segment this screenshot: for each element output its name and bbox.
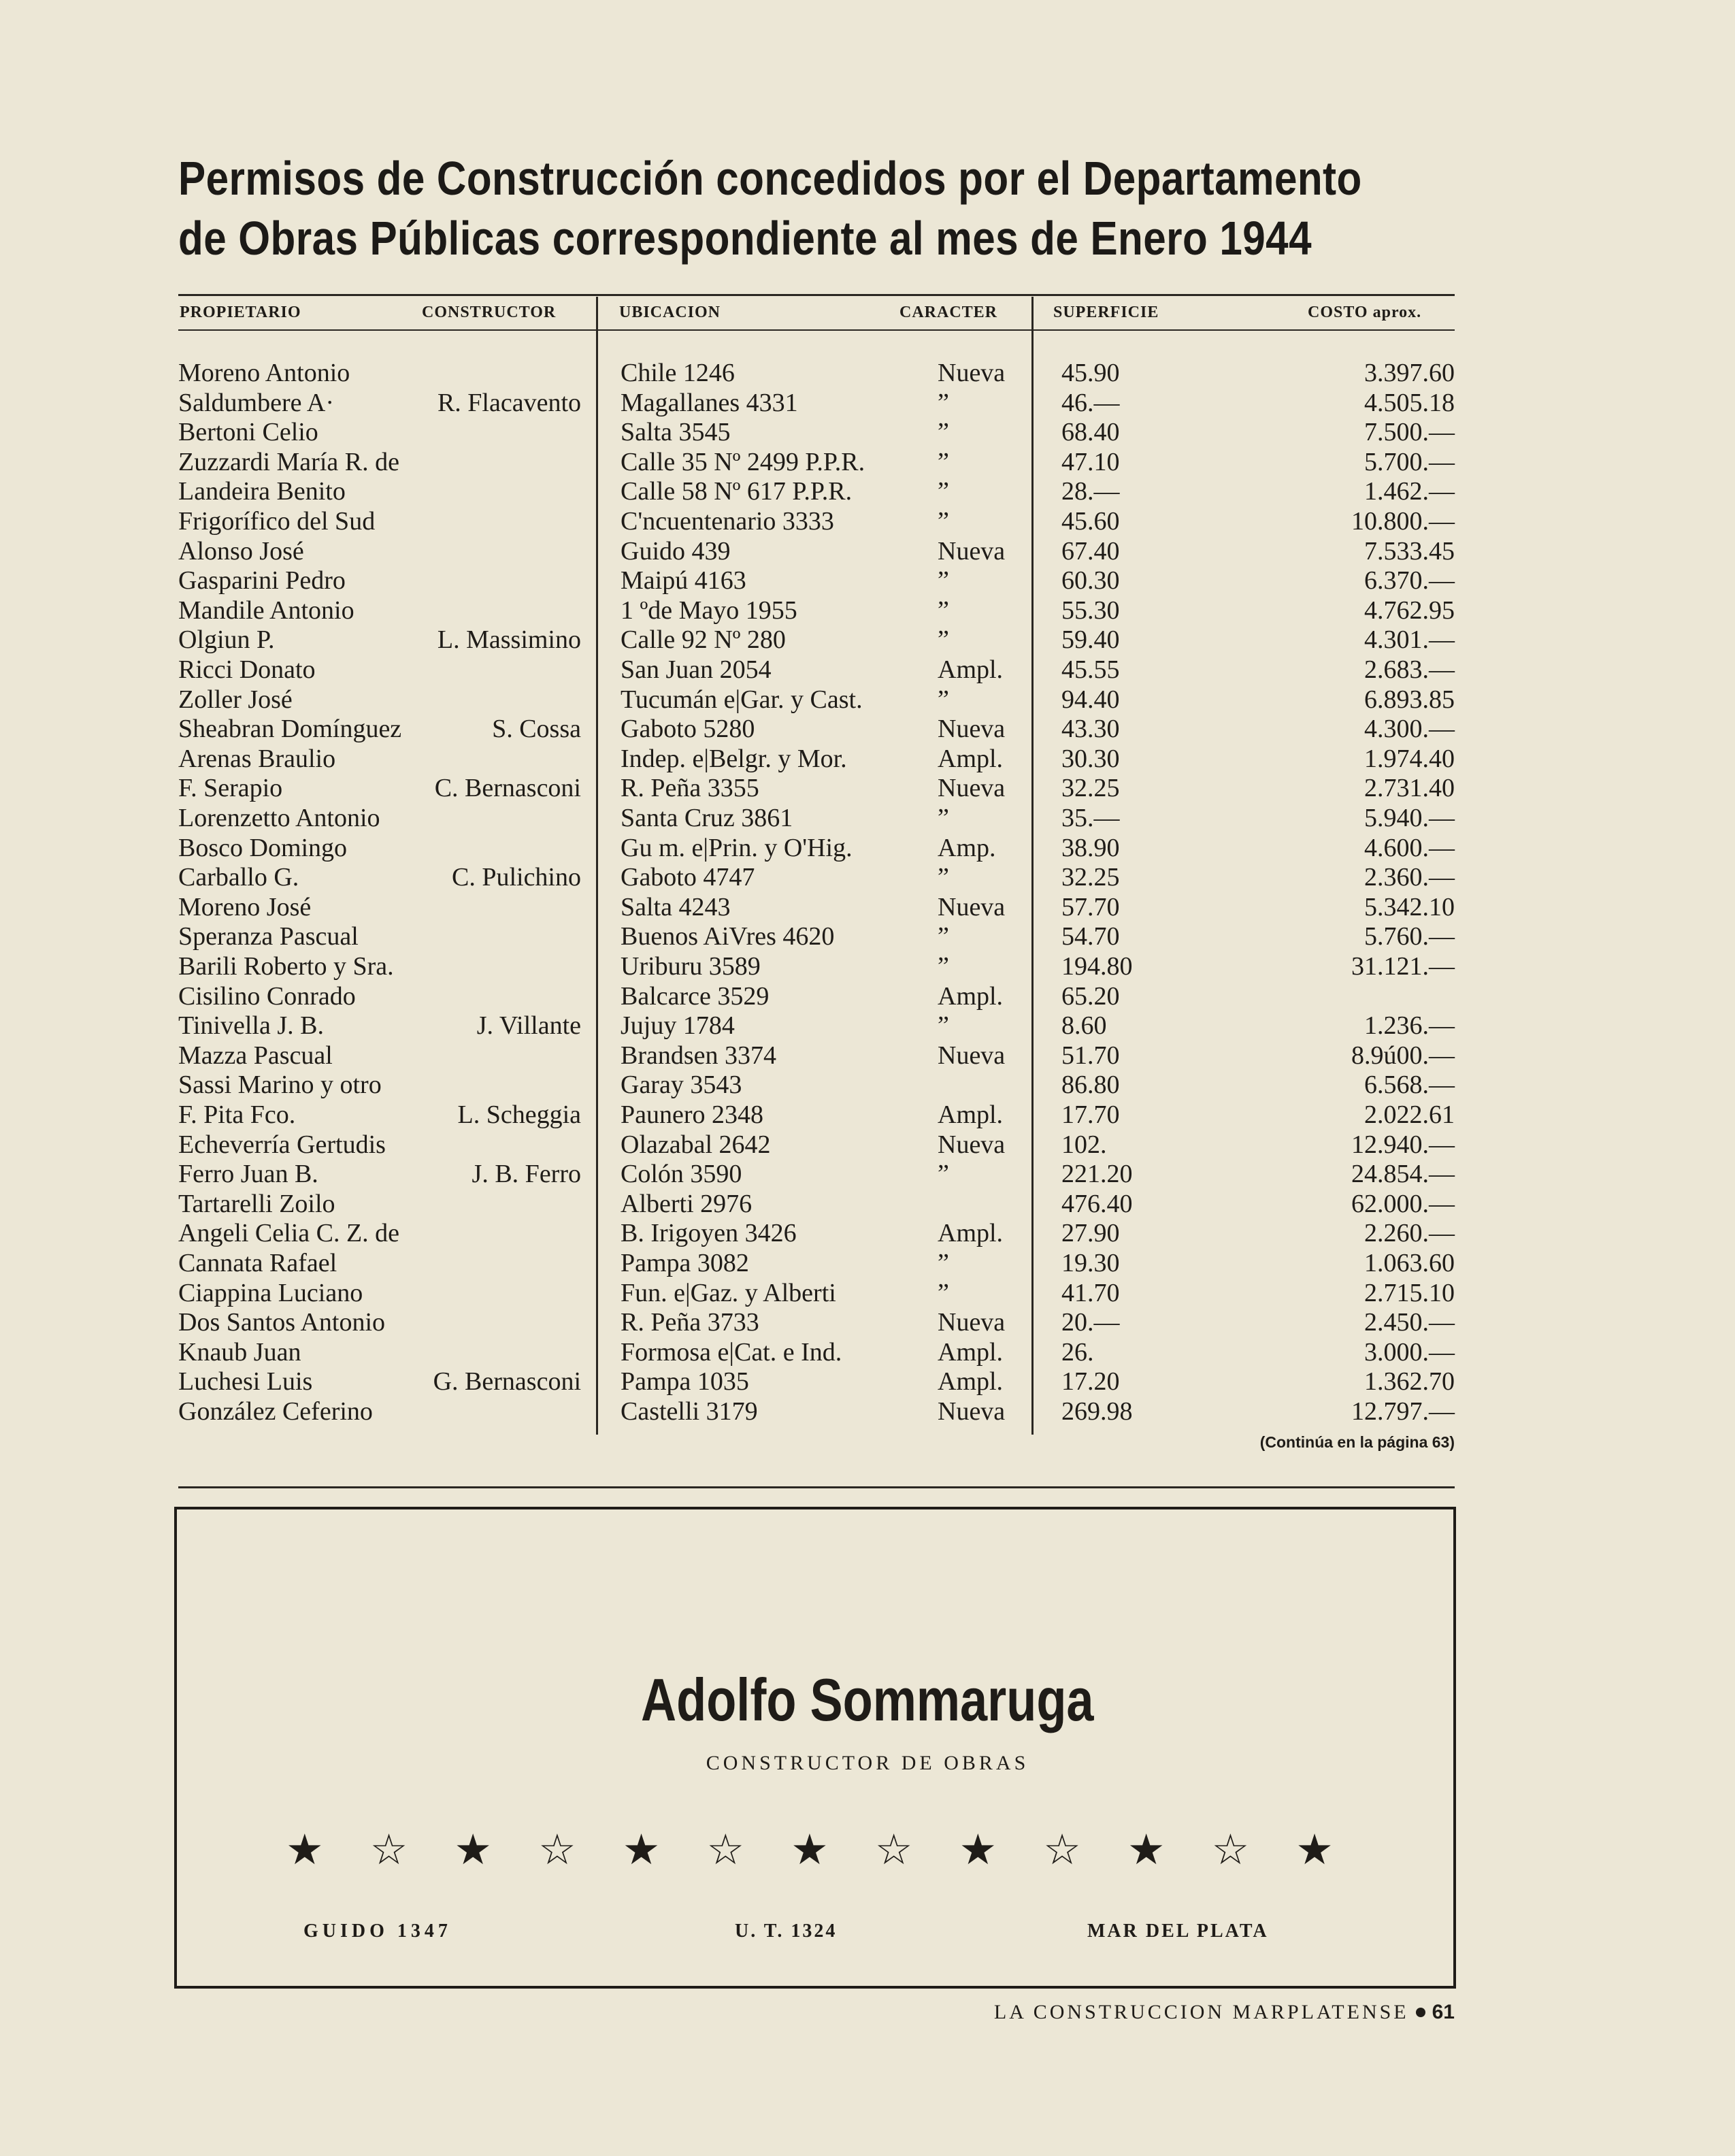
cell-caracter: Ampl. — [938, 1337, 1004, 1367]
cell-ubicacion: Maipú 4163 — [621, 566, 746, 595]
cell-ubicacion: B. Irigoyen 3426 — [621, 1219, 797, 1248]
cell-superficie: 8.60 — [1061, 1011, 1107, 1041]
cell-superficie: 86.80 — [1061, 1071, 1120, 1100]
cell-propietario: Lorenzetto Antonio — [178, 804, 380, 832]
cell-propietario: Angeli Celia C. Z. de — [178, 1219, 400, 1248]
cell-propietario: Mandile Antonio — [178, 595, 354, 625]
cell-constructor: G. Bernasconi — [433, 1367, 581, 1396]
cell-superficie: 32.25 — [1061, 774, 1120, 803]
cell-caracter: Nueva — [938, 1130, 1006, 1159]
cell-caracter: ” — [938, 952, 949, 981]
cell-propietario: Sassi Marino y otro — [178, 1071, 382, 1100]
cell-propietario: Zuzzardi María R. de — [178, 447, 399, 476]
cell-superficie: 55.30 — [1061, 595, 1120, 625]
star-outline-icon: ☆ — [1211, 1827, 1250, 1874]
cell-propietario: Cannata Rafael — [178, 1249, 337, 1277]
star-outline-icon: ☆ — [706, 1827, 745, 1874]
cell-costo: 4.301.— — [1364, 625, 1455, 655]
star-outline-icon: ☆ — [538, 1827, 576, 1874]
cell-propietario: Bertoni Celio — [178, 418, 318, 447]
cell-ubicacion: Guido 439 — [621, 536, 731, 566]
cell-superficie: 45.55 — [1061, 655, 1120, 684]
cell-costo: 3.397.60 — [1364, 359, 1455, 387]
cell-costo: 5.940.— — [1364, 804, 1455, 832]
cell-ubicacion: Magallanes 4331 — [621, 388, 798, 417]
cell-caracter: ” — [938, 625, 949, 655]
star-filled-icon: ★ — [1127, 1827, 1166, 1874]
cell-caracter: ” — [938, 1160, 949, 1189]
cell-superficie: 30.30 — [1061, 744, 1120, 773]
cell-superficie: 20.— — [1061, 1308, 1120, 1337]
star-filled-icon: ★ — [454, 1827, 492, 1874]
cell-superficie: 60.30 — [1061, 566, 1120, 595]
cell-ubicacion: Salta 3545 — [621, 418, 731, 447]
cell-ubicacion: Calle 58 Nº 617 P.P.R. — [621, 477, 853, 506]
cell-caracter: Nueva — [938, 892, 1006, 921]
star-outline-icon: ☆ — [874, 1827, 913, 1874]
cell-costo: 12.940.— — [1351, 1130, 1455, 1159]
cell-costo: 1.236.— — [1364, 1011, 1455, 1041]
cell-costo: 2.731.40 — [1364, 774, 1455, 803]
cell-ubicacion: R. Peña 3733 — [621, 1308, 759, 1337]
cell-ubicacion: Tucumán e|Gar. y Cast. — [621, 685, 863, 714]
cell-caracter: ” — [938, 595, 949, 625]
cell-superficie: 47.10 — [1061, 447, 1120, 476]
cell-propietario: Ricci Donato — [178, 655, 316, 684]
cell-superficie: 27.90 — [1061, 1219, 1120, 1248]
cell-costo: 2.260.— — [1364, 1219, 1455, 1248]
cell-constructor: C. Bernasconi — [434, 774, 581, 803]
cell-ubicacion: Alberti 2976 — [621, 1189, 753, 1218]
cell-propietario: Ferro Juan B. — [178, 1160, 318, 1189]
publication-name: LA CONSTRUCCION MARPLATENSE — [993, 2001, 1409, 2023]
cell-superficie: 68.40 — [1061, 418, 1120, 447]
cell-costo: 2.715.10 — [1364, 1278, 1455, 1307]
cell-ubicacion: 1 ºde Mayo 1955 — [621, 595, 797, 625]
cell-caracter: ” — [938, 922, 949, 951]
cell-superficie: 45.90 — [1061, 359, 1120, 387]
cell-caracter: ” — [938, 507, 949, 536]
cell-costo: 5.700.— — [1364, 447, 1455, 476]
cell-superficie: 35.— — [1061, 804, 1120, 832]
cell-caracter: Nueva — [938, 1397, 1006, 1426]
bullet-icon — [1416, 2008, 1425, 2017]
cell-caracter: Nueva — [938, 1041, 1006, 1070]
star-filled-icon: ★ — [959, 1827, 997, 1874]
cell-caracter: Nueva — [938, 536, 1006, 566]
cell-ubicacion: Jujuy 1784 — [621, 1011, 735, 1041]
star-row — [286, 1827, 1334, 1874]
cell-superficie: 43.30 — [1061, 715, 1120, 744]
cell-ubicacion: Gaboto 5280 — [621, 715, 755, 744]
cell-ubicacion: Balcarce 3529 — [621, 981, 770, 1011]
cell-ubicacion: R. Peña 3355 — [621, 774, 759, 803]
cell-superficie: 54.70 — [1061, 922, 1120, 951]
cell-ubicacion: Castelli 3179 — [621, 1397, 758, 1426]
cell-costo: 2.683.— — [1364, 655, 1455, 684]
cell-caracter: Ampl. — [938, 1100, 1004, 1129]
cell-costo: 3.000.— — [1364, 1337, 1455, 1367]
cell-propietario: Frigorífico del Sud — [178, 507, 376, 536]
cell-constructor: L. Scheggia — [457, 1100, 581, 1129]
cell-propietario: Mazza Pascual — [178, 1041, 333, 1070]
cell-propietario: F. Pita Fco. — [178, 1100, 296, 1129]
cell-propietario: Knaub Juan — [178, 1337, 301, 1367]
star-outline-icon: ☆ — [369, 1827, 408, 1874]
cell-ubicacion: Chile 1246 — [621, 359, 735, 387]
header-superficie: SUPERFICIE — [1053, 304, 1159, 321]
cell-superficie: 41.70 — [1061, 1278, 1120, 1307]
advertiser-name: Adolfo Sommaruga — [641, 1666, 1094, 1733]
cell-costo: 2.360.— — [1364, 863, 1455, 892]
cell-costo: 31.121.— — [1351, 952, 1455, 981]
cell-propietario: Gasparini Pedro — [178, 566, 346, 595]
cell-propietario: Alonso José — [178, 536, 304, 566]
cell-caracter: Ampl. — [938, 744, 1004, 773]
cell-caracter: Nueva — [938, 774, 1006, 803]
cell-propietario: Zoller José — [178, 685, 293, 714]
cell-propietario: Tinivella J. B. — [178, 1011, 324, 1041]
cell-ubicacion: Calle 92 Nº 280 — [621, 625, 786, 655]
cell-costo: 2.022.61 — [1364, 1100, 1455, 1129]
cell-ubicacion: Gu m. e|Prin. y O'Hig. — [621, 833, 853, 862]
advertiser-subtitle: CONSTRUCTOR DE OBRAS — [706, 1752, 1029, 1774]
cell-caracter: ” — [938, 447, 949, 476]
cell-superficie: 194.80 — [1061, 952, 1133, 981]
header-costo: COSTO aprox. — [1308, 304, 1422, 321]
cell-costo: 6.370.— — [1364, 566, 1455, 595]
cell-superficie: 26. — [1061, 1337, 1094, 1367]
cell-ubicacion: Formosa e|Cat. e Ind. — [621, 1337, 842, 1367]
cell-caracter: Amp. — [938, 833, 996, 862]
header-caracter: CARACTER — [899, 304, 998, 321]
cell-superficie: 94.40 — [1061, 685, 1120, 714]
cell-superficie: 65.20 — [1061, 981, 1120, 1011]
cell-caracter: ” — [938, 685, 949, 714]
cell-costo: 1.063.60 — [1364, 1249, 1455, 1277]
cell-costo: 4.762.95 — [1364, 595, 1455, 625]
cell-costo: 4.505.18 — [1364, 388, 1455, 417]
cell-superficie: 17.20 — [1061, 1367, 1120, 1396]
cell-superficie: 46.— — [1061, 388, 1120, 417]
cell-superficie: 19.30 — [1061, 1249, 1120, 1277]
cell-constructor: J. Villante — [476, 1011, 581, 1041]
cell-propietario: Moreno Antonio — [178, 359, 350, 387]
page-number: 61 — [1432, 2001, 1455, 2023]
cell-propietario: Olgiun P. — [178, 625, 275, 655]
advertiser-city: MAR DEL PLATA — [1087, 1921, 1269, 1942]
cell-superficie: 269.98 — [1061, 1397, 1133, 1426]
cell-costo: 2.450.— — [1364, 1308, 1455, 1337]
cell-propietario: Saldumbere A· — [178, 388, 335, 417]
cell-costo: 7.533.45 — [1364, 536, 1455, 566]
cell-ubicacion: Calle 35 Nº 2499 P.P.R. — [621, 447, 865, 476]
cell-constructor: L. Massimino — [437, 625, 581, 655]
cell-caracter: Nueva — [938, 715, 1006, 744]
cell-propietario: Luchesi Luis — [178, 1367, 313, 1396]
cell-superficie: 57.70 — [1061, 892, 1120, 921]
cell-ubicacion: Fun. e|Gaz. y Alberti — [621, 1278, 836, 1307]
cell-costo: 7.500.— — [1364, 418, 1455, 447]
cell-ubicacion: C'ncuentenario 3333 — [621, 507, 834, 536]
cell-ubicacion: Olazabal 2642 — [621, 1130, 771, 1159]
advertiser-phone: U. T. 1324 — [735, 1921, 838, 1942]
cell-propietario: Carballo G. — [178, 863, 299, 892]
table-bottom-rule — [178, 1486, 1455, 1488]
cell-propietario: Moreno José — [178, 892, 312, 921]
cell-caracter: ” — [938, 863, 949, 892]
cell-costo: 4.600.— — [1364, 833, 1455, 862]
cell-costo: 1.462.— — [1364, 477, 1455, 506]
cell-caracter: ” — [938, 566, 949, 595]
cell-propietario: González Ceferino — [178, 1397, 373, 1426]
cell-caracter: Ampl. — [938, 1219, 1004, 1248]
cell-propietario: Echeverría Gertudis — [178, 1130, 386, 1159]
cell-caracter: Ampl. — [938, 1367, 1004, 1396]
star-filled-icon: ★ — [622, 1827, 661, 1874]
cell-ubicacion: Gaboto 4747 — [621, 863, 755, 892]
cell-superficie: 221.20 — [1061, 1160, 1133, 1189]
cell-superficie: 38.90 — [1061, 833, 1120, 862]
star-filled-icon: ★ — [286, 1827, 324, 1874]
star-filled-icon: ★ — [791, 1827, 829, 1874]
cell-constructor: S. Cossa — [492, 715, 581, 744]
cell-propietario: Speranza Pascual — [178, 922, 359, 951]
cell-constructor: J. B. Ferro — [472, 1160, 581, 1189]
cell-caracter: ” — [938, 388, 949, 417]
cell-superficie: 32.25 — [1061, 863, 1120, 892]
cell-caracter: ” — [938, 1249, 949, 1277]
cell-propietario: Ciappina Luciano — [178, 1278, 363, 1307]
cell-superficie: 17.70 — [1061, 1100, 1120, 1129]
cell-superficie: 59.40 — [1061, 625, 1120, 655]
page-footer — [994, 2001, 1455, 2024]
cell-ubicacion: Colón 3590 — [621, 1160, 742, 1189]
cell-costo: 1.974.40 — [1364, 744, 1455, 773]
cell-ubicacion: Garay 3543 — [621, 1071, 742, 1100]
cell-costo: 8.9ú00.— — [1351, 1041, 1455, 1070]
cell-constructor: R. Flacavento — [437, 388, 581, 417]
header-propietario: PROPIETARIO — [180, 304, 301, 321]
cell-superficie: 51.70 — [1061, 1041, 1120, 1070]
cell-propietario: Tartarelli Zoilo — [178, 1189, 335, 1218]
advertiser-address: GUIDO 1347 — [303, 1921, 452, 1942]
cell-costo: 5.760.— — [1364, 922, 1455, 951]
cell-ubicacion: Pampa 3082 — [621, 1249, 749, 1277]
cell-caracter: ” — [938, 804, 949, 832]
cell-propietario: Arenas Braulio — [178, 744, 336, 773]
title-line-2: de Obras Públicas correspondiente al mes de Enero 1944 — [178, 212, 1312, 265]
table-header-rule — [178, 329, 1455, 331]
cell-caracter: Ampl. — [938, 981, 1004, 1011]
advertisement-box — [174, 1507, 1456, 1989]
cell-costo: 62.000.— — [1351, 1189, 1455, 1218]
star-outline-icon: ☆ — [1043, 1827, 1081, 1874]
cell-caracter: ” — [938, 1278, 949, 1307]
cell-superficie: 28.— — [1061, 477, 1120, 506]
cell-propietario: Sheabran Domínguez — [178, 715, 402, 744]
cell-costo: 6.568.— — [1364, 1071, 1455, 1100]
cell-caracter: ” — [938, 1011, 949, 1041]
cell-caracter: Nueva — [938, 1308, 1006, 1337]
cell-propietario: F. Serapio — [178, 774, 283, 803]
title-line-1: Permisos de Construcción concedidos por el Departamento — [178, 152, 1362, 205]
cell-caracter: Ampl. — [938, 655, 1004, 684]
cell-ubicacion: Pampa 1035 — [621, 1367, 749, 1396]
cell-propietario: Cisilino Conrado — [178, 981, 356, 1011]
cell-constructor: C. Pulichino — [451, 863, 581, 892]
cell-superficie: 102. — [1061, 1130, 1107, 1159]
star-filled-icon: ★ — [1295, 1827, 1334, 1874]
cell-caracter: ” — [938, 418, 949, 447]
cell-caracter: ” — [938, 477, 949, 506]
cell-costo: 12.797.— — [1351, 1397, 1455, 1426]
cell-ubicacion: Brandsen 3374 — [621, 1041, 777, 1070]
cell-propietario: Dos Santos Antonio — [178, 1308, 386, 1337]
cell-propietario: Barili Roberto y Sra. — [178, 952, 394, 981]
cell-superficie: 45.60 — [1061, 507, 1120, 536]
cell-costo: 4.300.— — [1364, 715, 1455, 744]
cell-ubicacion: Santa Cruz 3861 — [621, 804, 793, 832]
cell-costo: 5.342.10 — [1364, 892, 1455, 921]
cell-ubicacion: Uriburu 3589 — [621, 952, 761, 981]
cell-costo: 10.800.— — [1351, 507, 1455, 536]
cell-costo: 6.893.85 — [1364, 685, 1455, 714]
cell-costo: 1.362.70 — [1364, 1367, 1455, 1396]
cell-superficie: 476.40 — [1061, 1189, 1133, 1218]
table-top-rule — [178, 294, 1455, 296]
cell-ubicacion: Buenos AiVres 4620 — [621, 922, 835, 951]
page-title — [178, 148, 1362, 268]
cell-propietario: Landeira Benito — [178, 477, 346, 506]
cell-caracter: Nueva — [938, 359, 1006, 387]
cell-costo: 24.854.— — [1351, 1160, 1455, 1189]
header-ubicacion: UBICACION — [619, 304, 721, 321]
header-constructor: CONSTRUCTOR — [422, 304, 557, 321]
cell-superficie: 67.40 — [1061, 536, 1120, 566]
cell-ubicacion: Salta 4243 — [621, 892, 731, 921]
column-divider-2 — [1031, 297, 1034, 1435]
cell-propietario: Bosco Domingo — [178, 833, 348, 862]
cell-ubicacion: Paunero 2348 — [621, 1100, 764, 1129]
continued-note: (Continúa en la página 63) — [1259, 1433, 1455, 1451]
cell-ubicacion: San Juan 2054 — [621, 655, 772, 684]
column-divider-1 — [596, 297, 598, 1435]
cell-ubicacion: Indep. e|Belgr. y Mor. — [621, 744, 847, 773]
